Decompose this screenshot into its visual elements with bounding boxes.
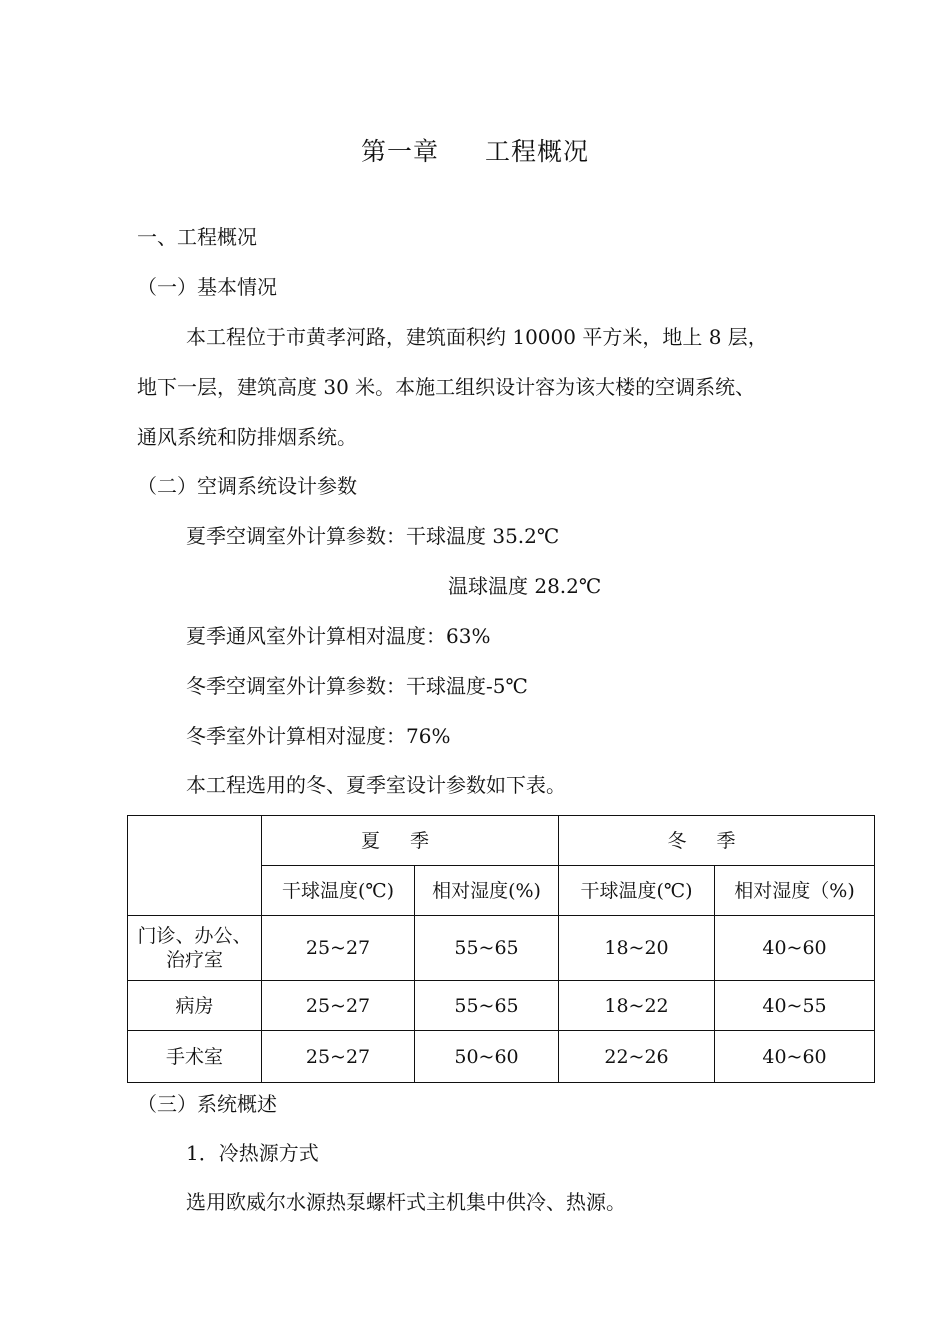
row-label: 门诊、办公、 治疗室 <box>128 916 262 981</box>
winter-header: 冬季 <box>559 816 875 866</box>
table-cell: 40~55 <box>715 981 875 1031</box>
param-line: 冬季空调室外计算参数：干球温度-5℃ <box>186 674 528 698</box>
table-cell: 18~22 <box>559 981 715 1031</box>
table-row <box>128 981 875 1031</box>
table-cell: 18~20 <box>559 916 715 981</box>
param-line: 冬季室外计算相对湿度：76% <box>186 724 451 748</box>
numbered-item: 1．冷热源方式 <box>186 1141 319 1165</box>
summer-header: 夏季 <box>262 816 559 866</box>
param-line: 夏季通风室外计算相对温度：63% <box>186 624 491 648</box>
table-cell: 25~27 <box>262 1031 415 1083</box>
paragraph-line: 通风系统和防排烟系统。 <box>137 425 357 449</box>
column-header: 干球温度(℃) <box>559 866 715 916</box>
table-cell: 55~65 <box>415 916 559 981</box>
column-header: 相对湿度(%) <box>415 866 559 916</box>
table-corner-cell <box>128 816 262 916</box>
table-header-row <box>128 816 875 866</box>
column-header: 干球温度(℃) <box>262 866 415 916</box>
table-row <box>128 916 875 981</box>
param-line: 温球温度 28.2℃ <box>448 574 602 598</box>
table-cell: 25~27 <box>262 916 415 981</box>
param-line: 本工程选用的冬、夏季室设计参数如下表。 <box>186 773 566 797</box>
table-row <box>128 1031 875 1083</box>
page-title <box>0 132 950 168</box>
paragraph-line: 地下一层，建筑高度 30 米。本施工组织设计容为该大楼的空调系统、 <box>137 375 756 399</box>
paragraph-line: 本工程位于市黄孝河路，建筑面积约 10000 平方米，地上 8 层， <box>186 325 768 349</box>
chapter-number: 第一章 <box>360 137 439 166</box>
column-header: 相对湿度（%) <box>715 866 875 916</box>
subsection-heading: （三）系统概述 <box>137 1092 277 1116</box>
table-cell: 40~60 <box>715 1031 875 1083</box>
table-cell: 50~60 <box>415 1031 559 1083</box>
table-cell: 25~27 <box>262 981 415 1031</box>
subsection-heading: （一）基本情况 <box>137 275 277 299</box>
table-cell: 55~65 <box>415 981 559 1031</box>
section-heading: 一、工程概况 <box>137 225 257 249</box>
table-cell: 40~60 <box>715 916 875 981</box>
subsection-heading: （二）空调系统设计参数 <box>137 474 357 498</box>
row-label: 病房 <box>128 981 262 1031</box>
param-line: 夏季空调室外计算参数：干球温度 35.2℃ <box>186 524 560 548</box>
table-cell: 22~26 <box>559 1031 715 1083</box>
design-params-table <box>127 815 875 1083</box>
chapter-title: 工程概况 <box>485 137 590 166</box>
paragraph-line: 选用欧威尔水源热泵螺杆式主机集中供冷、热源。 <box>186 1190 626 1214</box>
row-label: 手术室 <box>128 1031 262 1083</box>
